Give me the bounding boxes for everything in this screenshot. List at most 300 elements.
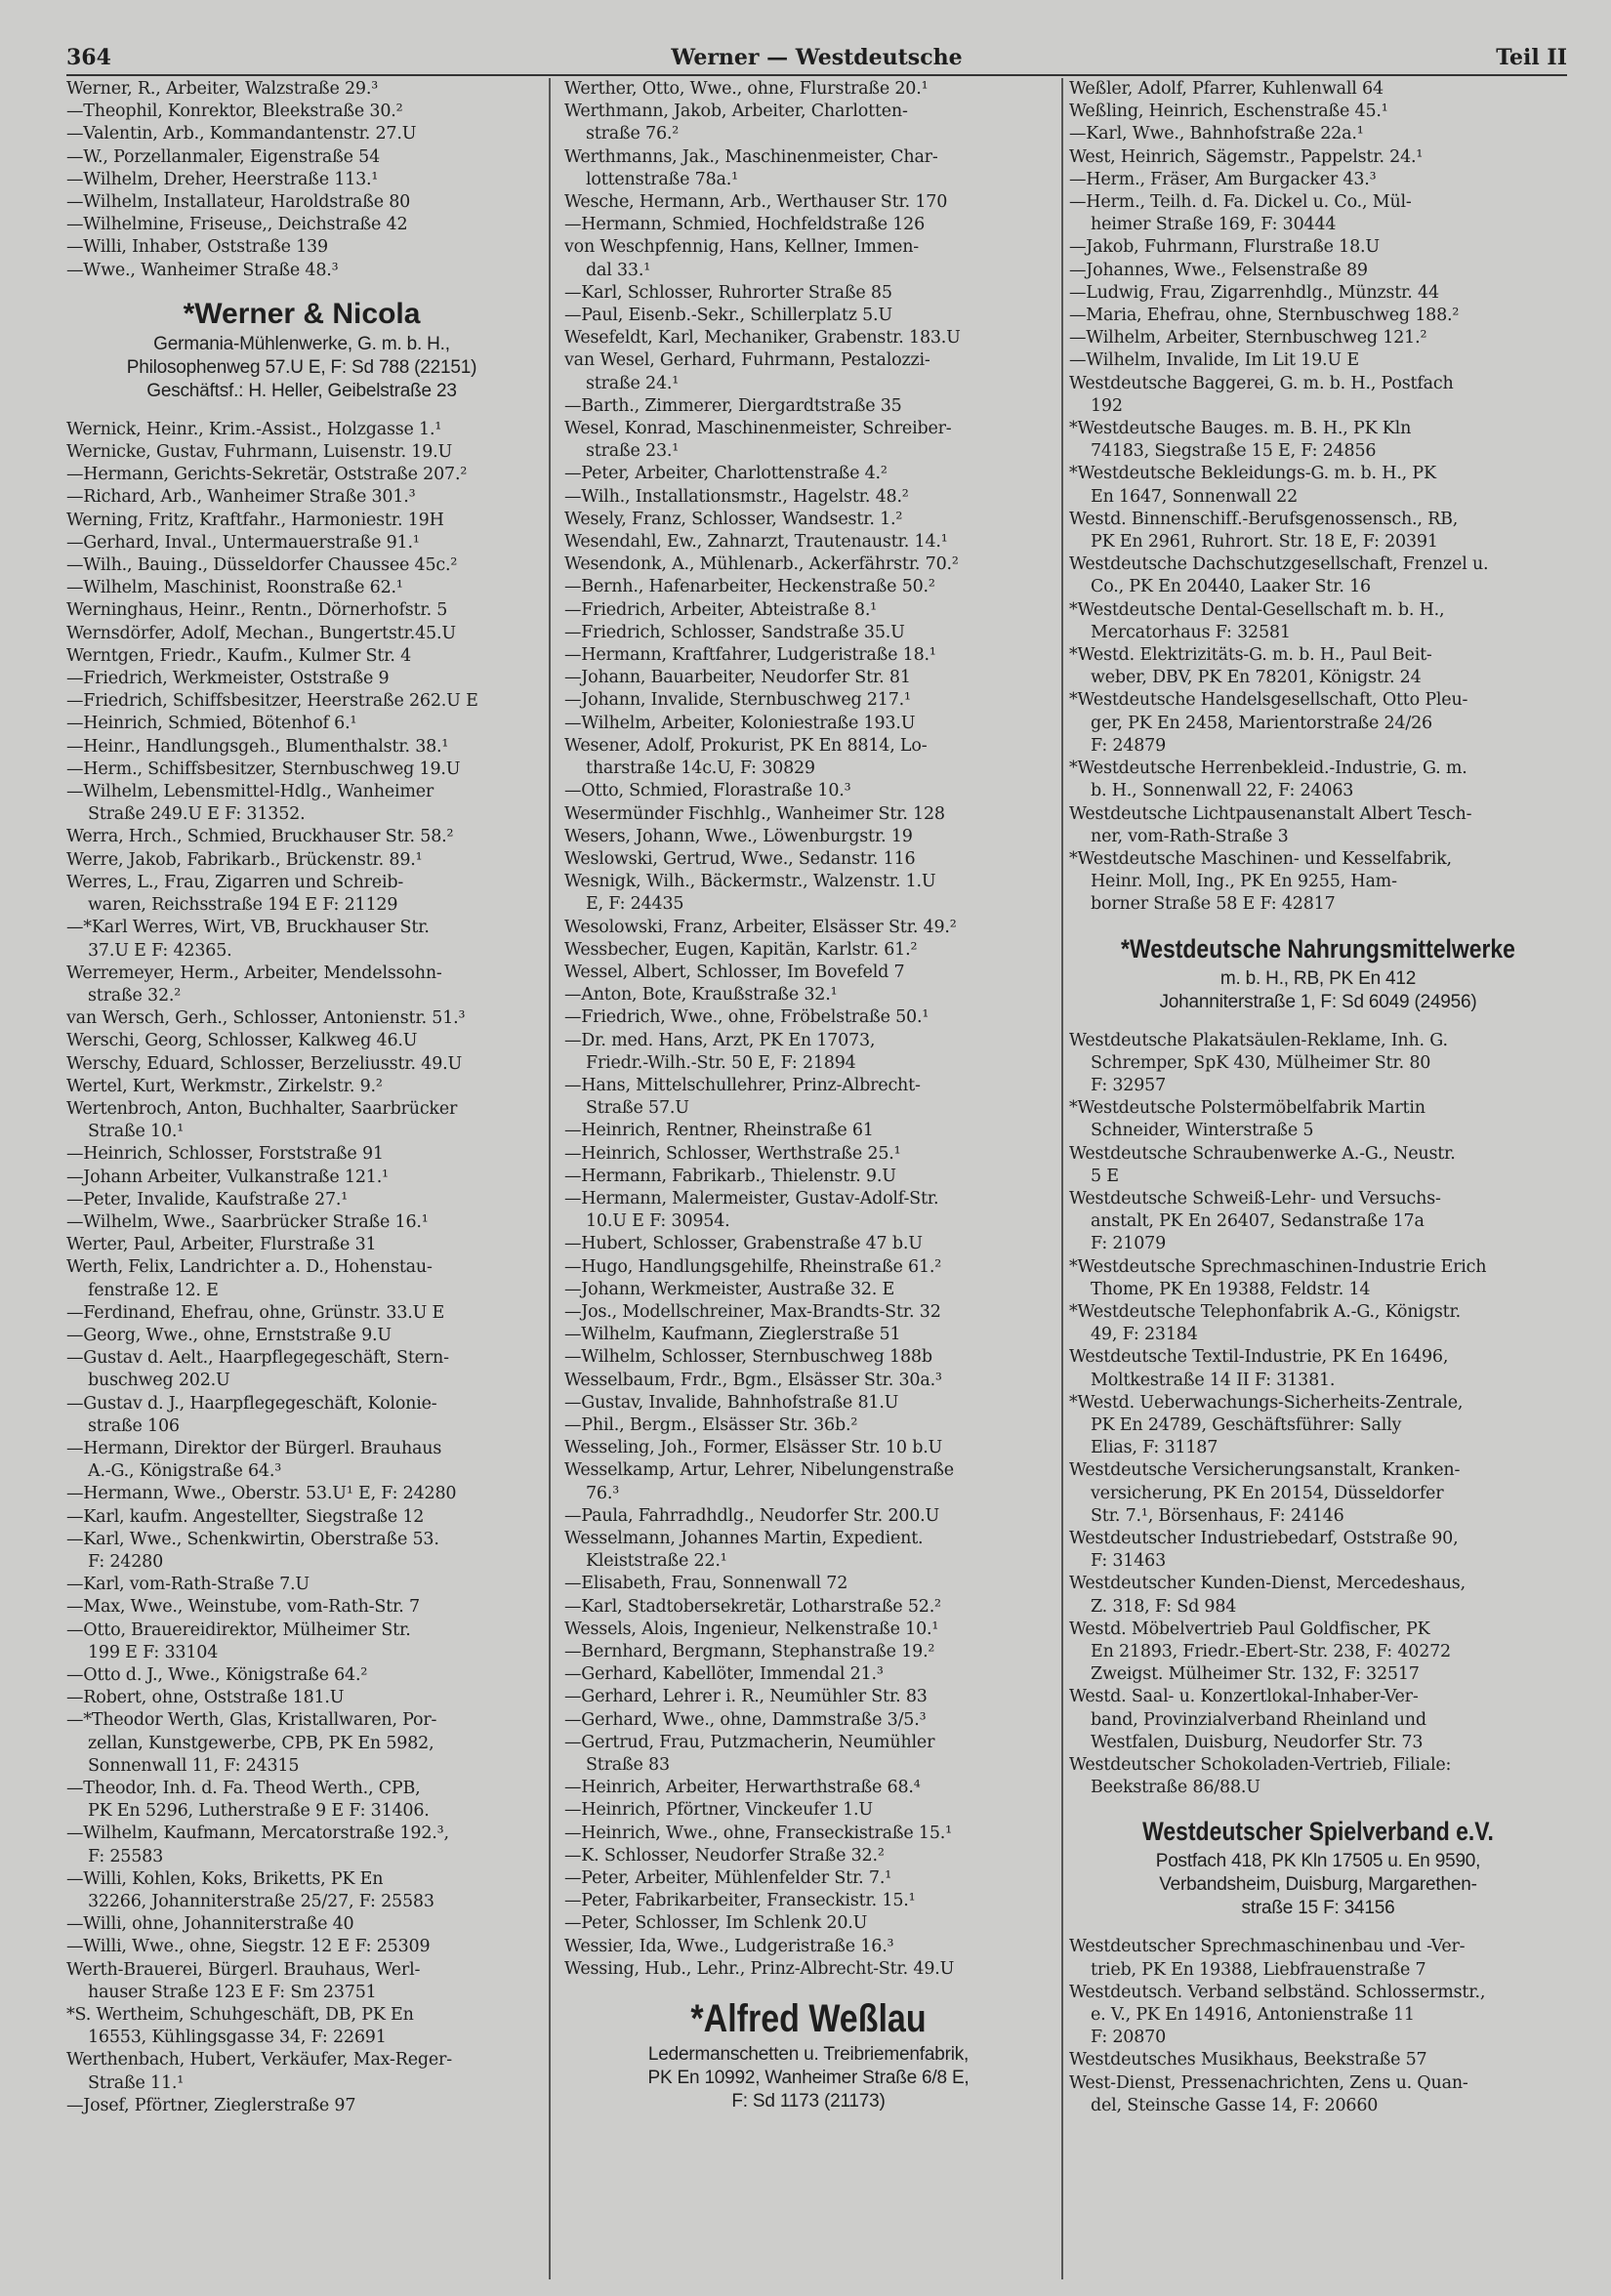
directory-entry [66,1256,537,1301]
entry-line: —Herm., Teilh. d. Fa. Dickel u. Co., Mül- [1069,192,1412,213]
entry-line: *Westdeutsche Maschinen- und Kesselfabrik, [1069,848,1452,869]
directory-entry [66,1302,537,1325]
entry-continuation-line: b. H., Sonnenwall 22, F: 24063 [1091,781,1354,801]
entry-continuation-line: Moltkestraße 14 II F: 31381. [1091,1370,1336,1390]
entry-continuation-line: PK En 2961, Ruhrort. Str. 18 E, F: 20391 [1091,532,1438,553]
entry-continuation-line: dal 33.¹ [586,260,651,280]
entry-line: Wesendonk, A., Mühlenarb., Ackerfährstr. 70.² [564,554,959,575]
entry-line: Westdeutsche Textil-Industrie, PK En 16496, [1069,1347,1449,1368]
entry-line: —Gertrud, Frau, Putzmacherin, Neumühler [564,1732,935,1752]
directory-entry [564,1346,1053,1369]
entry-line: —Karl, Wwe., Bahnhofstraße 22a.¹ [1069,124,1364,144]
entry-continuation-line: Heinr. Moll, Ing., PK En 9255, Ham- [1091,872,1397,892]
entry-line: —Hermann, Fabrikarb., Thielenstr. 9.U [564,1166,896,1186]
entry-continuation-line: buschweg 202.U [88,1371,230,1391]
entry-continuation-line: A.-G., Königstraße 64.³ [88,1461,282,1482]
entry-line: —Gustav d. J., Haarpflegegeschäft, Kolonie- [66,1393,437,1414]
directory-entry [66,577,537,599]
directory-entry [1069,1188,1567,1256]
entry-line: van Wersch, Gerh., Schlosser, Antonienstr. 51.³ [66,1008,466,1029]
entry-continuation-line: Elias, F: 31187 [1091,1438,1219,1458]
entry-line: Westd. Saal- u. Konzertlokal-Inhaber-Ver- [1069,1687,1419,1707]
directory-entry [564,214,1053,236]
entry-line: —Paula, Fahrradhdlg., Neudorfer Str. 200.U [564,1505,940,1526]
entry-line: —Anton, Bote, Kraußstraße 32.¹ [564,985,838,1005]
directory-entry [1069,1459,1567,1528]
directory-entry [564,395,1053,418]
directory-entry [66,1438,537,1483]
entry-line: Westd. Möbelvertrieb Paul Goldfischer, PK [1069,1619,1430,1639]
entry-continuation-line: En 21893, Friedr.-Ebert-Str. 238, F: 40272 [1091,1642,1451,1661]
ad-line: Geschäftsf.: H. Heller, Geibelstraße 23 [146,380,457,401]
entry-line: Wessels, Alois, Ingenieur, Nelkenstraße 10.¹ [564,1619,939,1639]
entry-line: Westdeutscher Sprechmaschinenbau und -Ver- [1069,1937,1466,1957]
directory-entry [66,1234,537,1256]
entry-continuation-line: del, Steinsche Gasse 14, F: 20660 [1091,2095,1379,2115]
ad-line: Ledermanschetten u. Treibriemenfabrik, [647,2044,970,2066]
entry-line: —Jakob, Fuhrmann, Flurstraße 18.U [1069,237,1380,258]
entry-line: Wernick, Heinr., Krim.-Assist., Holzgasse 1.¹ [66,419,442,439]
directory-entry [66,1959,537,2004]
entry-continuation-line: 5 E [1091,1166,1119,1186]
directory-entry [1069,418,1567,463]
directory-entry [1069,848,1567,917]
entry-line: —Dr. med. Hans, Arzt, PK En 17073, [564,1030,876,1050]
entry-line: Weßler, Adolf, Pfarrer, Kuhlenwall 64 [1069,79,1384,99]
directory-entry [66,963,537,1007]
directory-entry [564,1006,1053,1029]
ad-line: Germania-Mühlenwerke, G. m. b. H., [153,333,450,354]
directory-entry [66,1393,537,1438]
directory-entry [66,668,537,690]
entry-line: —Heinrich, Schmied, Bötenhof 6.¹ [66,714,357,734]
entry-continuation-line: straße 23.¹ [586,441,680,462]
entry-line: —Hermann, Schmied, Hochfeldstraße 126 [564,215,926,235]
entry-line: —Peter, Fabrikarbeiter, Franseckistr. 15.¹ [564,1891,916,1911]
directory-entry [564,1709,1053,1732]
entry-line: —Hermann, Wwe., Oberstr. 53.U¹ E, F: 24280 [66,1484,457,1504]
directory-entry [66,1709,537,1778]
directory-entry [66,146,537,169]
directory-entry [66,1596,537,1619]
entry-line: —Otto, Brauereidirektor, Mülheimer Str. [66,1620,411,1640]
directory-entry [1069,101,1567,123]
entry-line: —Friedrich, Wwe., ohne, Fröbelstraße 50.¹ [564,1007,929,1028]
entry-line: —Elisabeth, Frau, Sonnenwall 72 [564,1574,848,1594]
entry-line: —Otto d. J., Wwe., Königstraße 64.² [66,1665,368,1685]
directory-entry [1069,509,1567,554]
directory-entry [66,1823,537,1867]
entry-line: Wesener, Adolf, Prokurist, PK En 8814, Lo- [564,735,928,756]
entry-continuation-line: Zweigst. Mülheimer Str. 132, F: 32517 [1091,1664,1420,1685]
entry-continuation-line: 74183, Siegstraße 15 E, F: 24856 [1091,441,1377,462]
directory-entry [564,349,1053,394]
entry-line: —*Theodor Werth, Glas, Kristallwaren, Por- [66,1710,437,1731]
entry-line: Wesendahl, Ew., Zahnarzt, Trautenaustr. 14.¹ [564,532,948,553]
directory-entry [66,826,537,848]
directory-entry [564,418,1053,463]
entry-line: Werthmanns, Jak., Maschinenmeister, Char- [564,146,938,167]
entry-line: —Herm., Schiffsbesitzer, Sternbuschweg 19.U [66,758,461,779]
directory-entry [564,1459,1053,1504]
entry-line: —Wilhelm, Installateur, Haroldstraße 80 [66,192,411,213]
directory-entry [66,2049,537,2094]
entry-line: Werre, Jakob, Fabrikarb., Brückenstr. 89.¹ [66,849,423,870]
directory-entry [564,1256,1053,1279]
entry-line: —Wilhelm, Kaufmann, Zieglerstraße 51 [564,1325,901,1345]
entry-line: Wessel, Albert, Schlosser, Im Bovefeld 7 [564,962,905,982]
entry-continuation-line: F: 20870 [1091,2028,1167,2048]
entry-line: Wesche, Hermann, Arb., Werthauser Str. 170 [564,192,948,213]
entry-line: Werth-Brauerei, Bürgerl. Brauhaus, Werl- [66,1959,421,1980]
entry-continuation-line: Straße 249.U E F: 31352. [88,804,306,825]
ad-title: *Werner & Nicola [183,297,421,330]
entry-line: *Westdeutsche Dental-Gesellschaft m. b. H., [1069,599,1445,620]
entry-line: —Heinrich, Pförtner, Vinckeufer 1.U [564,1800,873,1821]
directory-entry [564,1324,1053,1346]
entry-line: —Johann, Invalide, Sternbuschweg 217.¹ [564,690,911,711]
running-title: Werner — Westdeutsche [671,45,963,70]
entry-line: —Josef, Pförtner, Zieglerstraße 97 [66,2095,356,2115]
directory-entry [564,1166,1053,1188]
entry-line: *Westdeutsche Bauges. m. B. H., PK Kln [1069,419,1412,439]
entry-line: *Westd. Elektrizitäts-G. m. b. H., Paul Beit- [1069,645,1432,666]
entry-line: Wessier, Ida, Wwe., Ludgeristraße 16.³ [564,1936,894,1956]
ad-title: Westdeutscher Spielverband e.V. [1142,1817,1494,1847]
entry-line: Wesermünder Fischhlg., Wanheimer Str. 128 [564,803,945,824]
directory-entry [564,1867,1053,1890]
ad-line: PK En 10992, Wanheimer Straße 6/8 E, [647,2068,970,2089]
directory-entry [1069,554,1567,598]
entry-line: —Peter, Arbeiter, Charlottenstraße 4.² [564,464,888,484]
directory-entry [564,1233,1053,1255]
entry-line: —Peter, Invalide, Kaufstraße 27.¹ [66,1189,349,1210]
entry-line: —Friedrich, Arbeiter, Abteistraße 8.¹ [564,599,877,620]
entry-continuation-line: hauser Straße 123 E F: Sm 23751 [88,1982,377,2002]
entry-continuation-line: versicherung, PK En 20154, Düsseldorfer [1091,1483,1444,1503]
entry-continuation-line: trieb, PK En 19388, Liebfrauenstraße 7 [1091,1959,1426,1980]
entry-continuation-line: Str. 7.¹, Börsenhaus, F: 24146 [1091,1505,1344,1526]
directory-entry [1069,327,1567,349]
directory-entry [564,984,1053,1006]
part-label: Teil II [1496,45,1567,70]
advertisement-block [66,296,537,403]
entry-line: —Friedrich, Schlosser, Sandstraße 35.U [564,622,905,642]
directory-entry [564,803,1053,826]
entry-line: Westdeutscher Industriebedarf, Oststraße 90, [1069,1528,1459,1548]
entry-continuation-line: lottenstraße 78a.¹ [586,169,738,189]
entry-line: —Heinrich, Rentner, Rheinstraße 61 [564,1121,874,1141]
ad-title: *Alfred Weßlau [690,1997,927,2041]
entry-continuation-line: borner Straße 58 E F: 42817 [1091,894,1336,915]
entry-line: Wesefeldt, Karl, Mechaniker, Grabenstr. 183.U [564,328,961,348]
entry-line: —Jos., Modellschreiner, Max-Brandts-Str. 32 [564,1301,941,1322]
entry-line: —Wilhelm, Dreher, Heerstraße 113.¹ [66,169,379,189]
entry-continuation-line: 199 E F: 33104 [88,1642,219,1662]
entry-line: —Paul, Eisenb.-Sekr., Schillerplatz 5.U [564,306,892,326]
entry-line: —Hugo, Handlungsgehilfe, Rheinstraße 61.² [564,1256,942,1277]
entry-line: Wesel, Konrad, Maschinenmeister, Schreiber- [564,419,952,439]
directory-entry [564,463,1053,485]
entry-line: van Wesel, Gerhard, Fuhrmann, Pestalozzi- [564,350,930,371]
entry-continuation-line: 49, F: 23184 [1091,1325,1198,1345]
directory-entry [564,713,1053,735]
entry-line: —Johann Arbeiter, Vulkanstraße 121.¹ [66,1167,389,1187]
entry-line: Wertenbroch, Anton, Buchhalter, Saarbrücker [66,1098,458,1119]
directory-entry [564,1823,1053,1845]
entry-line: —Wilhelm, Invalide, Im Lit 19.U E [1069,350,1359,371]
directory-entry [1069,599,1567,644]
entry-line: —Johannes, Wwe., Felsenstraße 89 [1069,260,1368,280]
directory-entry [66,191,537,214]
directory-entry [66,713,537,735]
ad-line: straße 15 F: 34156 [1241,1898,1395,1919]
entry-line: —Richard, Arb., Wanheimer Straße 301.³ [66,487,416,508]
entry-line: *Westdeutsche Telephonfabrik A.-G., Königstr. [1069,1301,1462,1322]
entry-line: —Gerhard, Inval., Untermauerstraße 91.¹ [66,532,420,553]
directory-entry [564,1845,1053,1867]
directory-entry [564,1414,1053,1437]
directory-entry [1069,78,1567,101]
entry-line: —Gerhard, Lehrer i. R., Neumühler Str. 83 [564,1687,928,1707]
directory-entry [66,1778,537,1823]
entry-continuation-line: 16553, Kühlingsgasse 34, F: 22691 [88,2028,387,2048]
entry-continuation-line: e. V., PK En 14916, Antonienstraße 11 [1091,2005,1415,2026]
entry-continuation-line: Straße 11.¹ [88,2072,185,2093]
directory-entry [66,1189,537,1211]
directory-entry [66,1868,537,1913]
directory-entry [564,146,1053,191]
directory-entry [66,1483,537,1505]
directory-entry [66,510,537,532]
directory-entry [564,644,1053,667]
entry-line: —Karl, Wwe., Schenkwirtin, Oberstraße 53. [66,1529,439,1549]
entry-line: —Hubert, Schlosser, Grabenstraße 47 b.U [564,1234,923,1254]
directory-entry [66,169,537,191]
directory-entry [66,1211,537,1234]
entry-line: Wesselmann, Johannes Martin, Expedient. [564,1529,924,1548]
directory-entry [66,123,537,145]
directory-entry [564,689,1053,712]
ad-line: F: Sd 1173 (21173) [731,2091,886,2112]
directory-entry [1069,1573,1567,1618]
directory-entry [66,532,537,554]
entry-line: von Weschpfennig, Hans, Kellner, Immen- [564,237,919,258]
entry-line: —Karl, Schlosser, Ruhrorter Straße 85 [564,282,892,303]
directory-entry [66,214,537,236]
directory-entry [564,599,1053,622]
entry-line: —Willi, Wwe., ohne, Siegstr. 12 E F: 25309 [66,1937,431,1957]
entry-line: —Wilhelmine, Friseuse,, Deichstraße 42 [66,215,408,235]
directory-entry [564,1143,1053,1166]
directory-entry [1069,1754,1567,1799]
entry-continuation-line: 32266, Johanniterstraße 25/27, F: 25583 [88,1892,434,1912]
directory-entry [66,236,537,259]
entry-continuation-line: tharstraße 14c.U, F: 30829 [586,758,815,779]
entry-line: Werntgen, Friedr., Kaufm., Kulmer Str. 4 [66,645,412,666]
entry-line: —Hermann, Direktor der Bürgerl. Brauhaus [66,1438,442,1458]
entry-line: —Theodor, Inh. d. Fa. Theod Werth., CPB, [66,1779,421,1799]
directory-entry [1069,1030,1567,1098]
entry-line: —Karl, Stadtobersekretär, Lotharstraße 52.² [564,1596,941,1617]
entry-line: *Westdeutsche Herrenbekleid.-Industrie, G. m. [1069,758,1467,779]
entry-line: —*Karl Werres, Wirt, VB, Bruckhauser Str. [66,918,430,938]
directory-entry [66,1076,537,1098]
entry-continuation-line: straße 106 [88,1415,180,1436]
entry-line: *Westd. Ueberwachungs-Sicherheits-Zentrale, [1069,1392,1464,1413]
entry-line: —Johann, Bauarbeiter, Neudorfer Str. 81 [564,668,911,688]
directory-entry [1069,146,1567,169]
entry-line: Wesselbaum, Frdr., Bgm., Elsässer Str. 30a.³ [564,1370,942,1390]
entry-continuation-line: 76.³ [586,1483,620,1503]
directory-entry [66,1167,537,1189]
entry-continuation-line: heimer Straße 169, F: 30444 [1091,215,1337,235]
directory-entry [564,1392,1053,1414]
directory-entry [66,260,537,282]
entry-continuation-line: straße 76.² [586,124,680,144]
entry-continuation-line: PK En 24789, Geschäftsführer: Sally [1091,1414,1402,1435]
entry-line: Werra, Hrch., Schmied, Bruckhauser Str. 58.² [66,827,454,847]
entry-line: —Wilhelm, Kaufmann, Mercatorstraße 192.³, [66,1824,449,1844]
directory-entry [1069,305,1567,327]
directory-entry [1069,1097,1567,1142]
entry-line: —Valentin, Arb., Kommandantenstr. 27.U [66,124,417,144]
entry-line: Westdeutsche Baggerei, G. m. b. H., Postfach [1069,373,1454,393]
directory-entry [66,1574,537,1596]
directory-entry [66,101,537,123]
entry-line: Wernsdörfer, Adolf, Mechan., Bungertstr.45.U [66,623,456,643]
directory-entry [564,1030,1053,1075]
directory-entry [564,305,1053,327]
directory-entry [564,1279,1053,1301]
directory-entry [66,464,537,486]
entry-continuation-line: Schremper, SpK 430, Mülheimer Str. 80 [1091,1052,1431,1073]
directory-entry [564,101,1053,145]
directory-entry [564,576,1053,598]
entry-line: Westdeutsche Dachschutzgesellschaft, Frenzel u. [1069,554,1489,575]
entry-line: Wessing, Hub., Lehr., Prinz-Albrecht-Str. 49.U [564,1958,955,1979]
entry-line: Weßling, Heinrich, Eschenstraße 45.¹ [1069,102,1388,122]
directory-entry [564,327,1053,349]
entry-continuation-line: waren, Reichsstraße 194 E F: 21129 [88,895,398,916]
directory-entry [1069,758,1567,802]
directory-entry [66,1007,537,1030]
directory-entry [66,441,537,464]
entry-line: Wesselkamp, Artur, Lehrer, Nibelungenstraße [564,1460,954,1481]
entry-line: Westd. Binnenschiff.-Berufsgenossensch., RB, [1069,509,1459,529]
directory-entry [66,1620,537,1664]
directory-entry [66,736,537,758]
directory-entry [1069,349,1567,372]
directory-entry [564,735,1053,780]
entry-continuation-line: 10.U E F: 30954. [586,1211,730,1232]
ad-line: Verbandsheim, Duisburg, Margarethen- [1159,1874,1477,1896]
directory-entry [1069,169,1567,191]
entry-line: —Willi, Inhaber, Oststraße 139 [66,237,328,258]
entry-continuation-line: straße 24.¹ [586,373,680,393]
entry-line: —Wilhelm, Wwe., Saarbrücker Straße 16.¹ [66,1211,429,1232]
entry-line: Westdeutsche Schweiß-Lehr- und Versuchs- [1069,1188,1441,1209]
entry-continuation-line: band, Provinzialverband Rheinland und [1091,1709,1426,1730]
entry-continuation-line: anstalt, PK En 26407, Sedanstraße 17a [1091,1211,1425,1232]
directory-entry [66,872,537,917]
entry-line: —Hans, Mittelschullehrer, Prinz-Albrecht- [564,1075,921,1095]
entry-line: —Johann, Werkmeister, Austraße 32. E [564,1279,895,1299]
entry-line: —Friedrich, Schiffsbesitzer, Heerstraße 262.U E [66,691,478,712]
header-rule [66,74,1567,76]
entry-line: —Gerhard, Kabellöter, Immendal 21.³ [564,1664,884,1685]
entry-continuation-line: F: 31463 [1091,1551,1167,1572]
entry-line: Wernicke, Gustav, Fuhrmann, Luisenstr. 19.U [66,442,453,463]
entry-line: Wessbecher, Eugen, Kapitän, Karlstr. 61.² [564,939,918,960]
directory-entry [66,781,537,826]
entry-line: Wesers, Johann, Wwe., Löwenburgstr. 19 [564,826,913,846]
entry-line: —Barth., Zimmerer, Diergardtstraße 35 [564,395,902,416]
directory-entry [1069,1301,1567,1346]
entry-line: —Willi, Kohlen, Koks, Briketts, PK En [66,1868,384,1889]
directory-entry [1069,236,1567,259]
directory-entry [564,1188,1053,1233]
directory-entry [66,1913,537,1936]
directory-entry [1069,1528,1567,1573]
entry-line: Wesseling, Joh., Former, Elsässer Str. 10 b.U [564,1438,943,1458]
entry-continuation-line: ger, PK En 2458, Marientorstraße 24/26 [1091,713,1432,733]
directory-entry [564,1370,1053,1392]
entry-line: Wertel, Kurt, Werkmstr., Zirkelstr. 9.² [66,1076,383,1096]
directory-entry [1069,803,1567,848]
entry-line: Werschi, Georg, Schlosser, Kalkweg 46.U [66,1031,418,1051]
directory-entry [564,236,1053,281]
entry-line: Werremeyer, Herm., Arbeiter, Mendelssohn- [66,963,442,983]
entry-line: Werning, Fritz, Kraftfahr., Harmoniestr. 19H [66,510,444,530]
entry-continuation-line: E, F: 24435 [586,894,684,915]
directory-entry [564,939,1053,962]
page-header [66,45,1567,74]
entry-line: —Peter, Arbeiter, Mühlenfelder Str. 7.¹ [564,1868,892,1889]
entry-continuation-line: 192 [1091,395,1123,416]
directory-entry [66,917,537,962]
entry-continuation-line: Straße 10.¹ [88,1122,185,1142]
directory-entry [1069,1619,1567,1687]
entry-continuation-line: F: 25583 [88,1846,164,1866]
entry-continuation-line: Sonnenwall 11, F: 24315 [88,1755,300,1776]
entry-line: —Willi, ohne, Johanniterstraße 40 [66,1914,354,1935]
entry-line: —Gustav, Invalide, Bahnhofstraße 81.U [564,1392,899,1413]
directory-entry [564,622,1053,644]
entry-line: —Friedrich, Werkmeister, Oststraße 9 [66,669,390,689]
directory-entry [66,758,537,781]
entry-line: —Peter, Schlosser, Im Schlenk 20.U [564,1913,868,1934]
directory-entry [66,849,537,872]
directory-entry [564,1120,1053,1142]
entry-line: —Phil., Bergm., Elsässer Str. 36b.² [564,1414,858,1435]
entry-line: —Ludwig, Frau, Zigarrenhdlg., Münzstr. 44 [1069,282,1439,303]
directory-entry [66,1506,537,1529]
entry-line: *S. Wertheim, Schuhgeschäft, DB, PK En [66,2005,414,2026]
ad-line: m. b. H., RB, PK En 412 [1219,967,1417,989]
entry-continuation-line: Co., PK En 20440, Laaker Str. 16 [1091,577,1371,597]
entry-continuation-line: Kleiststraße 22.¹ [586,1551,727,1572]
entry-line: —K. Schlosser, Neudorfer Straße 32.² [564,1845,885,1866]
entry-continuation-line: F: 24879 [1091,735,1167,756]
directory-entry [564,780,1053,802]
entry-line: —Herm., Fräser, Am Burgacker 43.³ [1069,169,1377,189]
directory-entry [66,1347,537,1392]
directory-entry [564,1301,1053,1324]
directory-entry [564,1936,1053,1958]
ad-line: Johanniterstraße 1, F: Sd 6049 (24956) [1159,991,1477,1012]
entry-continuation-line: straße 32.² [88,985,182,1005]
